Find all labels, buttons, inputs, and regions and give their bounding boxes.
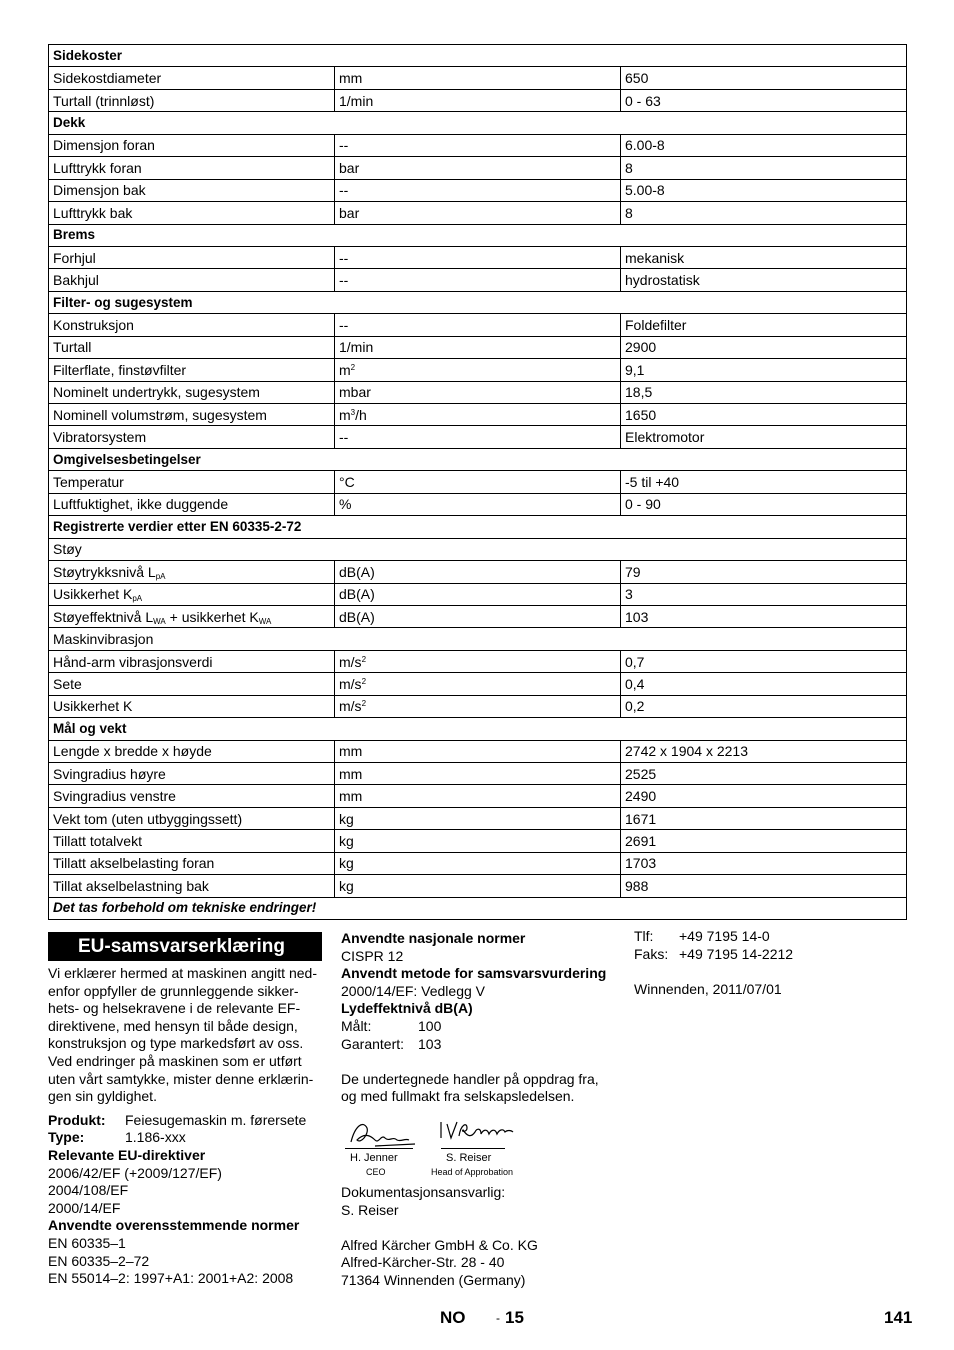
table-row [49,157,907,179]
subsection-title: Maskinvibrasjon [49,628,907,650]
row-unit: mbar [335,381,621,403]
row-unit: 1/min [335,89,621,111]
signature-line [441,1148,505,1149]
row-unit [335,359,621,381]
row-label: Usikkerhet K [49,695,335,717]
company-line: 71364 Winnenden (Germany) [341,1271,526,1288]
method-heading: Anvendt metode for samsvarsvurdering [341,965,607,982]
signer1-name: H. Jenner [350,1151,398,1164]
unit-base: m/s [339,653,362,670]
declaration-left-column [48,932,324,1288]
row-unit: 1/min [335,336,621,358]
row-label: Vekt tom (uten utbyggingssett) [49,807,335,829]
spacer [341,1053,631,1071]
directives-heading: Relevante EU-direktiver [48,1146,206,1163]
section-row-sidekoster [49,45,907,67]
unit-exponent: 3 [350,407,356,417]
table-row [49,336,907,358]
standard-item: EN 60335–2–72 [48,1252,150,1269]
row-unit: mm [335,785,621,807]
table-row [49,269,907,291]
section-title: Registrerte verdier etter EN 60335-2-72 [49,516,907,538]
signer2-role: Head of Approbation [431,1166,514,1177]
section-row-brems [49,224,907,246]
row-label: Tillat akselbelastning bak [49,875,335,897]
row-value: 5.00-8 [621,179,907,201]
row-unit: -- [335,134,621,156]
row-label: Bakhjul [49,269,335,291]
section-title: Sidekoster [49,45,907,67]
label-subscript: WA [153,616,166,626]
unit-base: m [339,406,351,423]
section-title: Filter- og sugesystem [49,291,907,313]
phone-line [634,928,914,946]
section-title: Brems [49,224,907,246]
unit-exponent: 2 [361,699,367,709]
row-unit: dB(A) [335,605,621,627]
row-value: 650 [621,67,907,89]
row-label: Vibratorsystem [49,426,335,448]
label-subscript: pA [132,594,143,604]
row-unit [335,695,621,717]
row-unit: -- [335,269,621,291]
unit-base: m [339,361,351,378]
row-unit: dB(A) [335,583,621,605]
table-row [49,89,907,111]
table-row [49,202,907,224]
directive-item: 2000/14/EF [48,1199,121,1216]
row-unit: -- [335,246,621,268]
row-value: 2900 [621,336,907,358]
declaration-intro: Vi erklærer hermed at maskinen angitt ned- enfor oppfyller de grunnleggende sikker- hets- og helsekravene i de relevante EF- direktivene, med hensyn til både design, konstruksjon og type markedsført av oss. Ved endringer på maskinen som er utført uten vårt samtykke, mister denne erklærin- gen sin gyldighet. [48,965,317,1105]
label-text: Støyeffektnivå L [53,608,154,625]
row-value: 103 [621,605,907,627]
row-label: Svingradius venstre [49,785,335,807]
label-text: Støytrykksnivå L [53,563,156,580]
local-page-number: 15 [505,1308,524,1327]
measured-label: Målt: [341,1017,372,1034]
label-subscript: WA [258,616,272,626]
phone-value: +49 7195 14-0 [679,928,770,944]
row-value: 8 [621,157,907,179]
row-value: mekanisk [621,246,907,268]
row-value: 1671 [621,807,907,829]
row-value: 2490 [621,785,907,807]
table-row [49,583,907,605]
standard-item: EN 55014–2: 1997+A1: 2001+A2: 2008 [48,1270,294,1287]
row-value: 2742 x 1904 x 2213 [621,740,907,762]
label-text-mid: + usikkerhet K [165,608,259,625]
row-label: Luftfuktighet, ikke duggende [49,493,335,515]
measured-line [341,1018,631,1036]
place-date: Winnenden, 2011/07/01 [634,980,782,997]
row-label: Turtall (trinnløst) [49,89,335,111]
company-line: Alfred Kärcher GmbH & Co. KG [341,1236,538,1253]
row-value: 2691 [621,830,907,852]
table-row [49,179,907,201]
row-label: Hånd-arm vibrasjonsverdi [49,650,335,672]
page-separator: - [496,1311,500,1325]
unit-base: m/s [339,698,362,715]
language-code: NO [440,1308,466,1327]
table-row [49,134,907,156]
signer1-role: CEO [366,1166,386,1177]
national-heading: Anvendte nasjonale normer [341,930,526,946]
product-label: Produkt: [48,1111,106,1128]
guaranteed-label: Garantert: [341,1035,405,1052]
declaration-right-column [634,928,914,998]
global-page-number: 141 [884,1308,913,1327]
row-unit: bar [335,202,621,224]
row-unit: kg [335,830,621,852]
technical-data-table [48,44,907,920]
subsection-title: Støy [49,538,907,560]
table-row [49,314,907,336]
row-value: 0 - 63 [621,89,907,111]
row-value: 0 - 90 [621,493,907,515]
row-value: 6.00-8 [621,134,907,156]
row-label: Sidekostdiameter [49,67,335,89]
section-row-omgivelser [49,448,907,470]
guaranteed-value: 103 [418,1035,442,1052]
unit-exponent: 2 [350,362,356,372]
phone-label: Tlf: [634,928,654,944]
row-unit: kg [335,852,621,874]
table-row [49,426,907,448]
fax-label: Faks: [634,945,669,962]
table-row [49,852,907,874]
mandate-text: De undertegnede handler på oppdrag fra, og med fullmakt fra selskapsledelsen. [341,1070,599,1105]
row-label: Sete [49,673,335,695]
section-row-registrerte [49,516,907,538]
declaration-heading: EU-samsvarserklæring [48,932,322,961]
row-unit: mm [335,67,621,89]
row-label: Dimensjon bak [49,179,335,201]
row-unit: mm [335,740,621,762]
doc-resp-name: S. Reiser [341,1201,399,1218]
spacer [634,963,914,981]
table-row [49,605,907,627]
row-unit: bar [335,157,621,179]
table-row [49,740,907,762]
page-footer [0,1308,954,1328]
row-unit: °C [335,471,621,493]
row-label: Filterflate, finstøvfilter [49,359,335,381]
table-row [49,875,907,897]
row-label: Lengde x bredde x høyde [49,740,335,762]
row-unit [335,673,621,695]
row-unit: -- [335,314,621,336]
row-label: Tillatt akselbelasting foran [49,852,335,874]
row-unit: -- [335,179,621,201]
row-label: Nominell volumstrøm, sugesystem [49,404,335,426]
method-value: 2000/14/EF: Vedlegg V [341,982,485,999]
table-row [49,381,907,403]
row-value: 2525 [621,763,907,785]
table-row [49,785,907,807]
table-row [49,67,907,89]
table-row [49,471,907,493]
row-value: 0,4 [621,673,907,695]
row-value: Elektromotor [621,426,907,448]
signatures [341,1118,541,1184]
row-unit: kg [335,875,621,897]
row-value: 79 [621,561,907,583]
row-value: 0,7 [621,650,907,672]
table-row [49,807,907,829]
directive-item: 2006/42/EF (+2009/127/EF) [48,1164,222,1181]
product-value: Feiesugemaskin m. førersete [125,1111,307,1128]
row-label: Nominelt undertrykk, sugesystem [49,381,335,403]
row-value: 9,1 [621,359,907,381]
table-row [49,830,907,852]
spacer [341,1219,631,1237]
row-value: 988 [621,875,907,897]
row-value: 3 [621,583,907,605]
unit-tail: /h [355,406,367,423]
row-value: 1650 [621,404,907,426]
table-row [49,763,907,785]
section-row-mal-og-vekt [49,718,907,740]
doc-resp-label: Dokumentasjonsansvarlig: [341,1183,506,1200]
section-title: Mål og vekt [49,718,907,740]
label-text: Usikkerhet K [53,586,133,603]
unit-exponent: 2 [361,654,367,664]
row-label: Forhjul [49,246,335,268]
standards-heading: Anvendte overensstemmende normer [48,1217,300,1234]
row-value: 1703 [621,852,907,874]
type-line [48,1129,324,1147]
section-title: Omgivelsesbetingelser [49,448,907,470]
section-row-filter [49,291,907,313]
fax-value: +49 7195 14-2212 [679,945,794,962]
row-unit: -- [335,426,621,448]
row-value: 0,2 [621,695,907,717]
row-label: Tillatt totalvekt [49,830,335,852]
unit-base: m/s [339,675,362,692]
national-value: CISPR 12 [341,947,404,964]
row-label: Temperatur [49,471,335,493]
row-label: Turtall [49,336,335,358]
type-label: Type: [48,1129,85,1146]
standard-item: EN 60335–1 [48,1234,126,1251]
signature-jenner [345,1118,425,1152]
section-title: Dekk [49,112,907,134]
unit-exponent: 2 [361,676,367,686]
table-row [49,493,907,515]
row-unit [335,650,621,672]
row-label [49,561,335,583]
table-footnote: Det tas forbehold om tekniske endringer! [49,897,907,919]
table-row [49,673,907,695]
directive-item: 2004/108/EF [48,1182,129,1199]
table-row [49,359,907,381]
measured-value: 100 [418,1017,442,1034]
row-value: Foldefilter [621,314,907,336]
signature-line [345,1148,413,1149]
row-unit: dB(A) [335,561,621,583]
declaration-middle-column [341,930,631,1290]
subsection-row [49,538,907,560]
signer2-name: S. Reiser [446,1151,492,1164]
company-line: Alfred-Kärcher-Str. 28 - 40 [341,1254,505,1271]
row-label: Svingradius høyre [49,763,335,785]
row-unit: mm [335,763,621,785]
section-row-dekk [49,112,907,134]
row-label: Konstruksjon [49,314,335,336]
fax-line [634,946,914,964]
table-row [49,246,907,268]
row-value: -5 til +40 [621,471,907,493]
sound-heading: Lydeffektnivå dB(A) [341,1000,473,1017]
row-value: 18,5 [621,381,907,403]
row-label: Dimensjon foran [49,134,335,156]
row-label: Lufttrykk foran [49,157,335,179]
table-row [49,404,907,426]
product-line [48,1112,324,1130]
row-value: 8 [621,202,907,224]
table-row [49,695,907,717]
row-label: Lufttrykk bak [49,202,335,224]
table-row [49,561,907,583]
table-footer-row [49,897,907,919]
row-value: hydrostatisk [621,269,907,291]
type-value: 1.186-xxx [125,1129,186,1146]
label-subscript: pA [155,571,166,581]
subsection-row [49,628,907,650]
row-unit: % [335,493,621,515]
row-unit: kg [335,807,621,829]
signature-reiser [437,1118,517,1142]
table-row [49,650,907,672]
row-label [49,605,335,627]
guaranteed-line [341,1036,631,1054]
row-unit [335,404,621,426]
row-label [49,583,335,605]
